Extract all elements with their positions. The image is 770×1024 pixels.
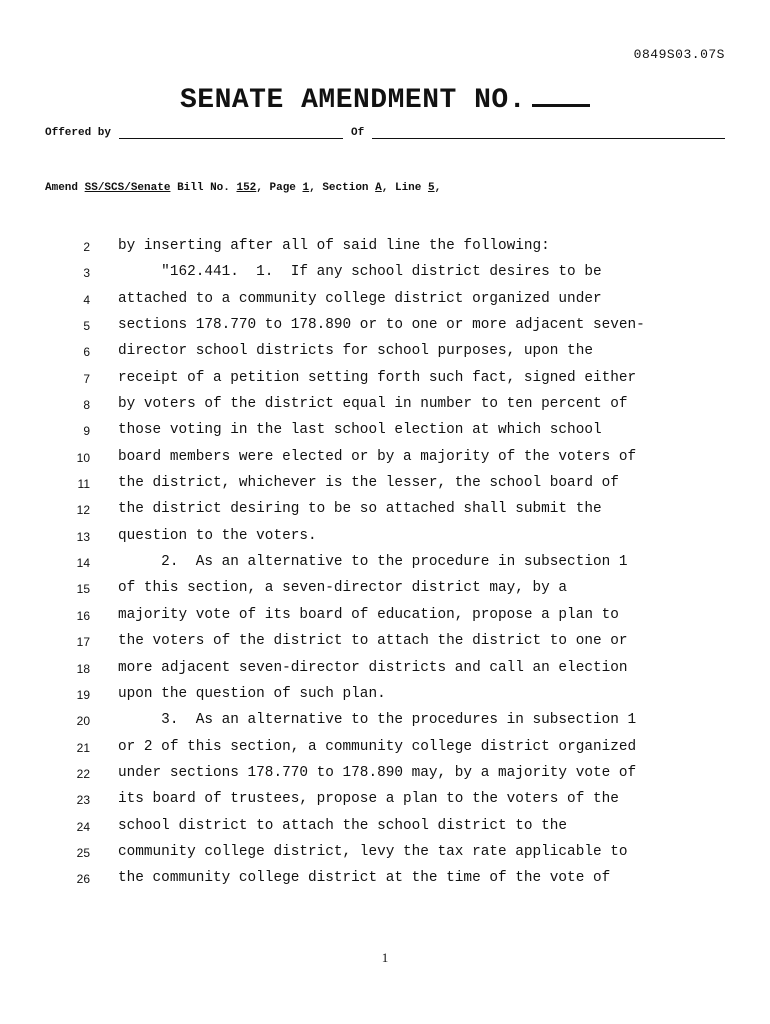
- numbered-line: [0, 368, 770, 394]
- bill-type: SS/SCS/Senate: [84, 182, 171, 194]
- line-text: under sections 178.770 to 178.890 may, by a majority vote of: [118, 764, 637, 781]
- amendment-body: [0, 236, 770, 895]
- numbered-line: [0, 605, 770, 631]
- bill-label: Bill No.: [177, 182, 230, 194]
- line-number: 23: [76, 793, 90, 808]
- line-text: by voters of the district equal in number to ten percent of: [118, 396, 628, 413]
- line-text: "162.441. 1. If any school district desires to be: [118, 264, 602, 281]
- line-text: more adjacent seven-director districts and call an election: [118, 659, 628, 676]
- numbered-line: [0, 315, 770, 341]
- line-text: of this section, a seven-director district may, by a: [118, 580, 568, 597]
- numbered-line: [0, 341, 770, 367]
- numbered-line: [0, 631, 770, 657]
- line-label: Line: [394, 182, 422, 194]
- numbered-line: [0, 737, 770, 763]
- line-number: 22: [76, 766, 90, 781]
- line-text: director school districts for school purposes, upon the: [118, 343, 593, 360]
- title-text: SENATE AMENDMENT NO.: [179, 85, 527, 116]
- line-text: the district desiring to be so attached shall submit the: [118, 501, 602, 518]
- numbered-line: [0, 684, 770, 710]
- document-id: 0849S03.07S: [633, 47, 725, 62]
- of-label: Of: [351, 127, 365, 139]
- line-number: 15: [76, 582, 90, 597]
- line-text: community college district, levy the tax rate applicable to: [118, 843, 628, 860]
- numbered-line: [0, 236, 770, 262]
- line-text: 3. As an alternative to the procedures in subsection 1: [118, 712, 637, 729]
- numbered-line: [0, 658, 770, 684]
- line-number: 26: [76, 872, 90, 887]
- line-number: 2: [83, 240, 90, 254]
- line-text: upon the question of such plan.: [118, 685, 386, 702]
- section-ref: A: [375, 182, 382, 194]
- numbered-line: [0, 394, 770, 420]
- numbered-line: [0, 262, 770, 288]
- numbered-line: [0, 473, 770, 499]
- line-ref: 5: [427, 182, 435, 194]
- amend-line: Amend SS/SCS/Senate Bill No. 152, Page 1, Section A, Line 5,: [45, 182, 442, 194]
- line-text: by inserting after all of said line the following:: [118, 238, 550, 254]
- line-number: 25: [76, 845, 90, 860]
- line-text: question to the voters.: [118, 527, 317, 544]
- page-label: Page: [269, 182, 296, 194]
- numbered-line: [0, 420, 770, 446]
- line-number: 13: [76, 529, 90, 544]
- numbered-line: [0, 552, 770, 578]
- line-text: 2. As an alternative to the procedure in subsection 1: [118, 554, 628, 571]
- numbered-line: [0, 526, 770, 552]
- numbered-line: [0, 499, 770, 525]
- page-ref: 1: [302, 182, 310, 194]
- line-number: 8: [83, 398, 90, 413]
- line-text: the district, whichever is the lesser, the school board of: [118, 475, 619, 492]
- line-number: 10: [76, 450, 90, 465]
- line-text: sections 178.770 to 178.890 or to one or more adjacent seven-: [118, 317, 645, 334]
- of-blank: [372, 126, 725, 139]
- line-text: the voters of the district to attach the district to one or: [118, 633, 628, 650]
- line-text: receipt of a petition setting forth such fact, signed either: [118, 369, 637, 386]
- page-number: 1: [381, 950, 389, 965]
- offered-by-row: [45, 126, 725, 139]
- line-text: or 2 of this section, a community college district organized: [118, 738, 637, 755]
- line-number: 17: [76, 635, 90, 650]
- line-text: its board of trustees, propose a plan to the voters of the: [118, 791, 619, 808]
- line-text: the community college district at the time of the vote of: [118, 870, 611, 887]
- line-number: 5: [83, 319, 90, 334]
- numbered-line: [0, 842, 770, 868]
- line-number: 19: [76, 687, 90, 702]
- line-text: school district to attach the school district to the: [118, 817, 568, 834]
- amendment-title: [0, 78, 770, 116]
- line-number: 12: [76, 503, 90, 518]
- line-number: 3: [83, 266, 90, 281]
- numbered-line: [0, 289, 770, 315]
- numbered-line: [0, 578, 770, 604]
- numbered-line: [0, 447, 770, 473]
- line-number: 6: [83, 345, 90, 360]
- line-number: 18: [76, 661, 90, 676]
- line-number: 9: [83, 424, 90, 439]
- line-text: majority vote of its board of education, propose a plan to: [118, 606, 619, 623]
- numbered-line: [0, 763, 770, 789]
- section-label: Section: [322, 182, 369, 194]
- offered-by-label: Offered by: [45, 127, 112, 139]
- offered-by-blank: [119, 126, 343, 139]
- numbered-line: [0, 868, 770, 894]
- line-text: attached to a community college district organized under: [118, 290, 602, 307]
- line-number: 24: [76, 819, 90, 834]
- line-text: those voting in the last school election at which school: [118, 422, 602, 439]
- bill-number: 152: [236, 182, 257, 194]
- line-number: 11: [77, 477, 90, 492]
- amend-prefix: Amend: [45, 182, 79, 194]
- line-number: 16: [76, 608, 90, 623]
- amendment-number-blank: [532, 78, 590, 107]
- line-number: 21: [76, 740, 90, 755]
- numbered-line: [0, 710, 770, 736]
- line-number: 4: [83, 292, 90, 307]
- line-number: 14: [76, 556, 90, 571]
- line-text: board members were elected or by a majority of the voters of: [118, 448, 637, 465]
- numbered-line: [0, 789, 770, 815]
- numbered-line: [0, 816, 770, 842]
- line-number: 7: [83, 371, 90, 386]
- line-number: 20: [76, 714, 90, 729]
